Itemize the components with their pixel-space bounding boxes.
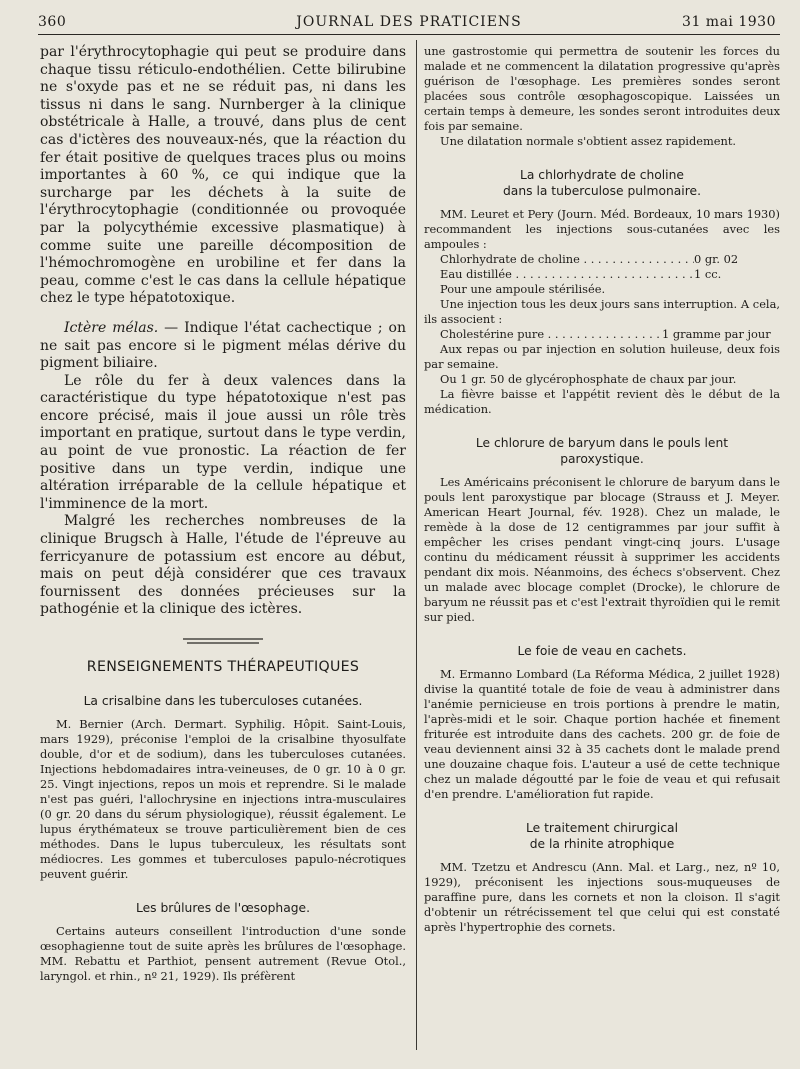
article-text-foie: M. Ermanno Lombard (La Réforma Médica, 2 juillet 1928) divise la quantité totale de foie de veau à administrer dans l'anémie pernicieuse en trois portions à prendre le matin, l'après-midi et le soir. Chaque portion hachée et finement friturée est introduite dans des cachets. 200 gr. de foie de veau deviennent ainsi 32 à 35 cachets dont le malade prend une douzaine chaque fois. L'auteur a usé de cette technique chez un malade dégoutté par le foie de veau et qui refusait d'en prendre. L'amélioration fut rapide. bbox=[424, 667, 780, 801]
recipe-quantity: 1 gramme par jour bbox=[662, 327, 771, 341]
recipe-quantity: 0 gr. 02 bbox=[694, 252, 739, 266]
melas-label: Ictère mélas. bbox=[64, 319, 159, 336]
article-text-crisalbine: M. Bernier (Arch. Dermart. Syphilig. Hôpit. Saint-Louis, mars 1929), préconise l'emploi de la crisalbine thyosulfate double, d'or et de sodium), dans les tuberculoses cutanées. Injections hebdomadaires intra-veineuses, de 0 gr. 10 à 0 gr. 25. Vingt injections, repos un mois et reprendre. Si le malade n'est pas guéri, l'allochrysine en injections intra-musculaires (0 gr. 20 dans du sérum physiologique), réussit également. Le lupus érythémateux se trouve particulièrement bien de ces méthodes. Dans le lupus tuberculeux, les résultats sont médiocres. Les gommes et tuberculoses papulo-nécrotiques peuvent guérir. bbox=[40, 717, 406, 881]
article-title-line: dans la tuberculose pulmonaire. bbox=[503, 184, 701, 198]
left-column bbox=[40, 44, 406, 1054]
article-title-rhinite bbox=[424, 820, 780, 852]
article-title-baryum bbox=[424, 435, 780, 467]
recipe-line bbox=[424, 327, 780, 342]
body-paragraph: Le rôle du fer à deux valences dans la caractéristique du type hépatotoxique n'est pas encore précisé, mais il joue aussi un rôle très important en pratique, surtout dans le type verdin, au point de vue pronostic. La réaction de fer positive dans un type verdin, indique une altération irréparable de la cellule hépatique et l'imminence de la mort. bbox=[40, 372, 406, 512]
article-text-brulures: Certains auteurs conseillent l'introduction d'une sonde œsophagienne tout de suite après les brûlures de l'œsophage. MM. Rebattu et Parthiot, pensent autrement (Revue Otol., laryngol. et rhin., nº 21, 1929). Ils préfèrent bbox=[40, 924, 406, 983]
column-divider bbox=[416, 40, 417, 1050]
melas-text: — Indique l'état cachectique ; on ne sait pas encore si le pigment mélas dérive du pigment biliaire. bbox=[40, 319, 406, 372]
article-title-choline bbox=[424, 167, 780, 199]
continued-text: une gastrostomie qui permettra de soutenir les forces du malade et ne commencent la dilatation progressive qu'après guérison de l'œsophage. Les premières sondes seront placées sous contrôle œsophagoscopique. Laissées un certain temps à demeure, les sondes seront introduites deux fois par semaine. bbox=[424, 44, 780, 133]
journal-title: JOURNAL DES PRATICIENS bbox=[296, 14, 522, 30]
choline-text: Ou 1 gr. 50 de glycérophosphate de chaux par jour. bbox=[440, 372, 737, 386]
article-text-baryum: Les Américains préconisent le chlorure de baryum dans le pouls lent paroxystique par blocage (Strauss et J. Meyer. American Heart Journal, fév. 1928). Chez un malade, le remède à la dose de 12 centigrammes par jour suffit à empêcher les crises pendant vingt-cinq jours. L'usage continu du médicament réussit à supprimer les accidents pendant dix mois. Néanmoins, des échecs s'observent. Chez un malade avec blocage complet (Drocke), le chlorure de baryum ne réussit pas et c'est l'extrait thyroïdien qui le remit sur pied. bbox=[424, 475, 780, 624]
recipe-ingredient: Eau distillée . . . bbox=[440, 267, 694, 282]
section-ornament bbox=[183, 637, 263, 645]
body-paragraph: Malgré les recherches nombreuses de la clinique Brugsch à Halle, l'étude de l'épreuve au ferricyanure de potassium est encore au début, mais on peut déjà considérer que ces travaux fournissent des données précieuses sur la pathogénie et la clinique des ictères. bbox=[40, 513, 406, 618]
article-title-brulures: Les brûlures de l'œsophage. bbox=[135, 901, 311, 915]
recipe-quantity: 1 cc. bbox=[694, 267, 722, 281]
article-title-line: Le chlorure de baryum dans le pouls lent bbox=[475, 436, 729, 450]
melas-paragraph bbox=[40, 320, 406, 373]
article-text-rhinite: MM. Tzetzu et Andrescu (Ann. Mal. et Larg., nez, nº 10, 1929), préconisent les injections sous-muqueuses de paraffine pure, dans les cornets et non la cloison. Il s'agit d'obtenir un rétrécissement tel que celui qui est constaté après l'hypertrophie des cornets. bbox=[424, 860, 780, 934]
choline-text: Aux repas ou par injection en solution huileuse, deux fois par semaine. bbox=[424, 342, 780, 371]
choline-text: Une injection tous les deux jours sans interruption. A cela, ils associent : bbox=[424, 297, 780, 326]
page-number: 360 bbox=[38, 14, 67, 30]
article-title-crisalbine: La crisalbine dans les tuberculoses cutanées. bbox=[83, 694, 363, 708]
issue-date: 31 mai 1930 bbox=[682, 14, 776, 30]
recipe-line bbox=[424, 252, 780, 267]
choline-intro: MM. Leuret et Pery (Journ. Méd. Bordeaux, 10 mars 1930) recommandent les injections sous-cutanées avec les ampoules : bbox=[424, 207, 780, 251]
section-title: RENSEIGNEMENTS THÉRAPEUTIQUES bbox=[86, 659, 360, 675]
article-title-line: paroxystique. bbox=[560, 452, 644, 466]
right-column bbox=[424, 44, 780, 1054]
choline-text: Pour une ampoule stérilisée. bbox=[440, 282, 606, 296]
choline-text: La fièvre baisse et l'appétit revient dès le début de la médication. bbox=[424, 387, 780, 416]
recipe-line bbox=[424, 267, 780, 282]
article-title-line: La chlorhydrate de choline bbox=[520, 168, 684, 182]
recipe-ingredient: Cholestérine pure . . . bbox=[440, 327, 662, 342]
article-title-line: de la rhinite atrophique bbox=[529, 837, 675, 851]
continued-text-2: Une dilatation normale s'obtient assez rapidement. bbox=[440, 134, 737, 148]
article-title-foie: Le foie de veau en cachets. bbox=[517, 644, 687, 658]
recipe-ingredient: Chlorhydrate de choline . . . bbox=[440, 252, 694, 267]
running-header bbox=[38, 12, 780, 35]
article-title-line: Le traitement chirurgical bbox=[526, 821, 678, 835]
body-paragraph: par l'érythrocytophagie qui peut se produire dans chaque tissu réticulo-endothélien. Cette bilirubine ne s'oxyde pas et ne se réduit pas, ni dans les tissus ni dans le sang. Nurnberger à la clinique obstétricale à Halle, a trouvé, dans plus de cent cas d'ictères des nouveaux-nés, que la réaction du fer était positive de quelques traces plus ou moins importantes à 60 %, ce qui indique que la surcharge par les déchets à la suite de l'érythrocytophagie (conditionnée ou provoquée par la polycythémie excessive plasmatique) à comme suite une pareille décomposition de l'hémochromogène en urobiline et fer dans la peau, comme c'est le cas dans la cellule hépatique chez le type hépatotoxique. bbox=[40, 44, 406, 307]
